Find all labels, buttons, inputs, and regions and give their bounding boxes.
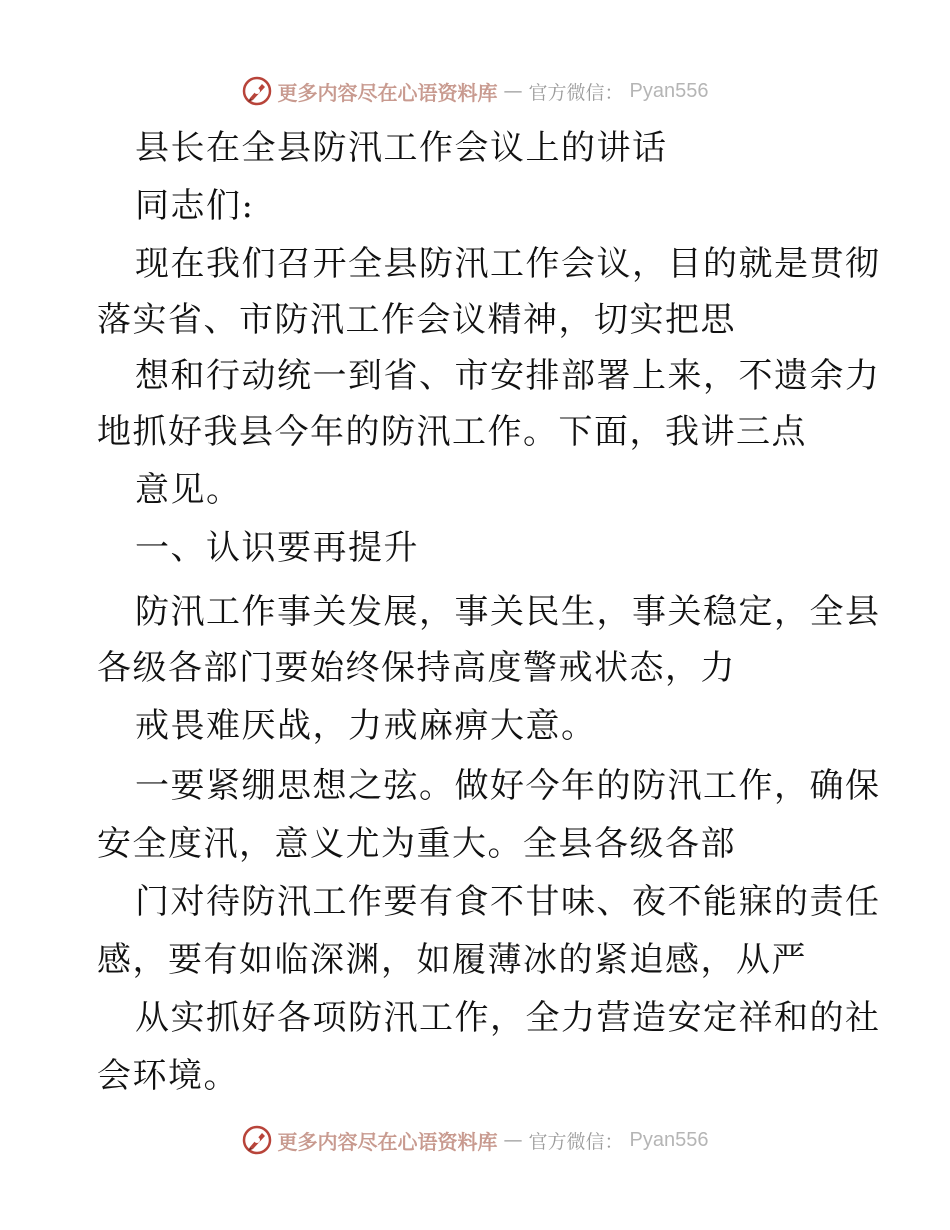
banner-wechat-handle: Pyan556 bbox=[629, 79, 709, 102]
banner-contact-label: 官方微信： bbox=[528, 81, 624, 104]
salutation: 同志们: bbox=[135, 186, 255, 226]
paragraph-line: 安全度汛，意义尤为重大。全县各级各部 bbox=[97, 824, 736, 864]
paragraph-line: 现在我们召开全县防汛工作会议，目的就是贯彻 bbox=[135, 244, 881, 284]
paragraph-line: 门对待防汛工作要有食不甘味、夜不能寐的责任 bbox=[135, 882, 881, 922]
banner-wechat-handle: Pyan556 bbox=[629, 1128, 709, 1151]
paragraph-line: 意见。 bbox=[135, 470, 242, 510]
footer-banner bbox=[0, 1120, 950, 1160]
paragraph-line: 会环境。 bbox=[97, 1056, 239, 1096]
paragraph-line: 从实抓好各项防汛工作，全力营造安定祥和的社 bbox=[135, 998, 881, 1038]
paragraph-line: 防汛工作事关发展，事关民生，事关稳定，全县 bbox=[135, 592, 881, 632]
banner-brand-text: 更多内容尽在心语资料库 bbox=[277, 1129, 498, 1154]
banner-brand-text: 更多内容尽在心语资料库 bbox=[277, 80, 498, 105]
paragraph-line: 感，要有如临深渊，如履薄冰的紧迫感，从严 bbox=[97, 940, 807, 980]
document-title: 县长在全县防汛工作会议上的讲话 bbox=[135, 128, 668, 168]
paragraph-line: 各级各部门要始终保持高度警戒状态，力 bbox=[97, 648, 736, 688]
paragraph-line: 戒畏难厌战，力戒麻痹大意。 bbox=[135, 706, 597, 746]
banner-dash: — bbox=[503, 80, 523, 102]
paragraph-line: 一要紧绷思想之弦。做好今年的防汛工作，确保 bbox=[135, 766, 881, 806]
paragraph-line: 地抓好我县今年的防汛工作。下面，我讲三点 bbox=[97, 412, 807, 452]
pen-logo-icon bbox=[242, 1125, 272, 1155]
paragraph-line: 落实省、市防汛工作会议精神，切实把思 bbox=[97, 300, 736, 340]
banner-contact-label: 官方微信： bbox=[528, 1130, 624, 1153]
header-banner bbox=[0, 71, 950, 111]
pen-logo-icon bbox=[242, 76, 272, 106]
paragraph-line: 想和行动统一到省、市安排部署上来，不遗余力 bbox=[135, 356, 881, 396]
section-heading: 一、认识要再提升 bbox=[135, 528, 419, 568]
banner-dash: — bbox=[503, 1129, 523, 1151]
